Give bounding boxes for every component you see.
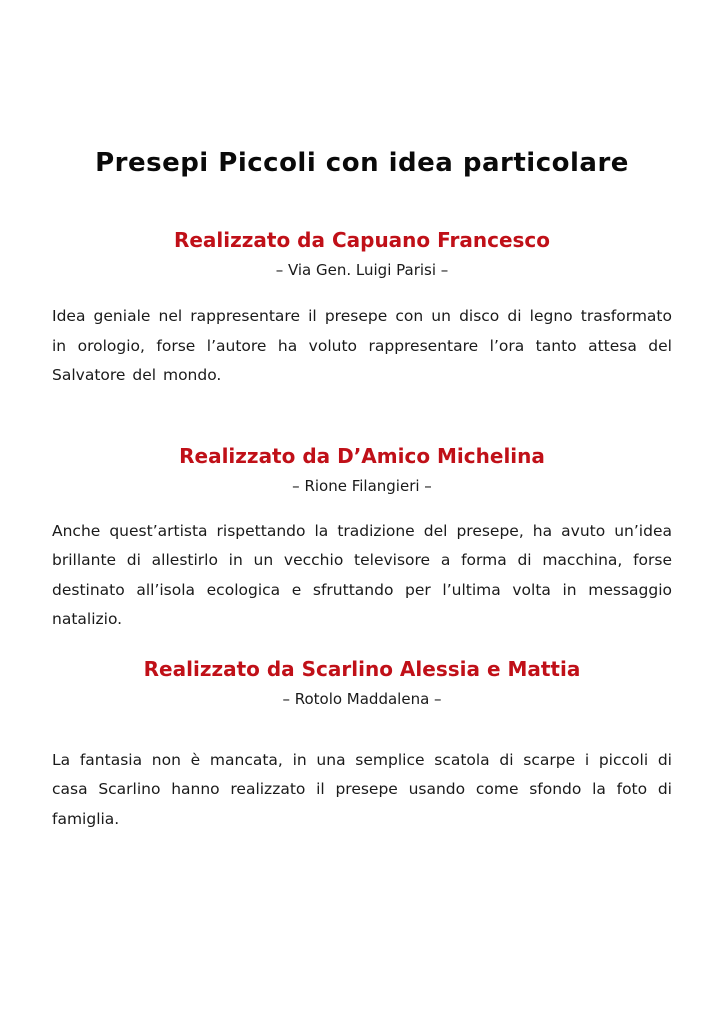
section-location: – Via Gen. Luigi Parisi – — [275, 261, 449, 279]
page-title: Presepi Piccoli con idea particolare — [95, 148, 629, 178]
section-heading: Realizzato da D’Amico Michelina — [179, 443, 545, 468]
section-location: – Rione Filangieri – — [292, 476, 432, 495]
section-body-text: Idea geniale nel rappresentare il presepe con un disco di legno trasformato in orologio, forse l’autore ha voluto rappresentare l’ora tanto attesa del Salvatore del mondo. — [52, 307, 672, 384]
section-heading: Realizzato da Capuano Francesco — [173, 228, 551, 252]
section-location: – Rotolo Maddalena – — [282, 689, 442, 708]
section-body-text: La fantasia non è mancata, in una semplice scatola di scarpe i piccoli di casa Scarlino hanno realizzato il presepe usando come sfondo la foto di famiglia. — [52, 750, 672, 828]
section-body-text: Anche quest’artista rispettando la tradizione del presepe, ha avuto un’idea brillante di allestirlo in un vecchio televisore a forma di macchina, forse destinato all’isola ecologica e sfruttando per l’ultima volta in messaggio natalizio. — [52, 521, 672, 628]
section-heading: Realizzato da Scarlino Alessia e Mattia — [143, 656, 581, 681]
section-damico — [52, 443, 672, 635]
section-capuano — [52, 227, 672, 391]
section-scarlino — [52, 656, 672, 835]
